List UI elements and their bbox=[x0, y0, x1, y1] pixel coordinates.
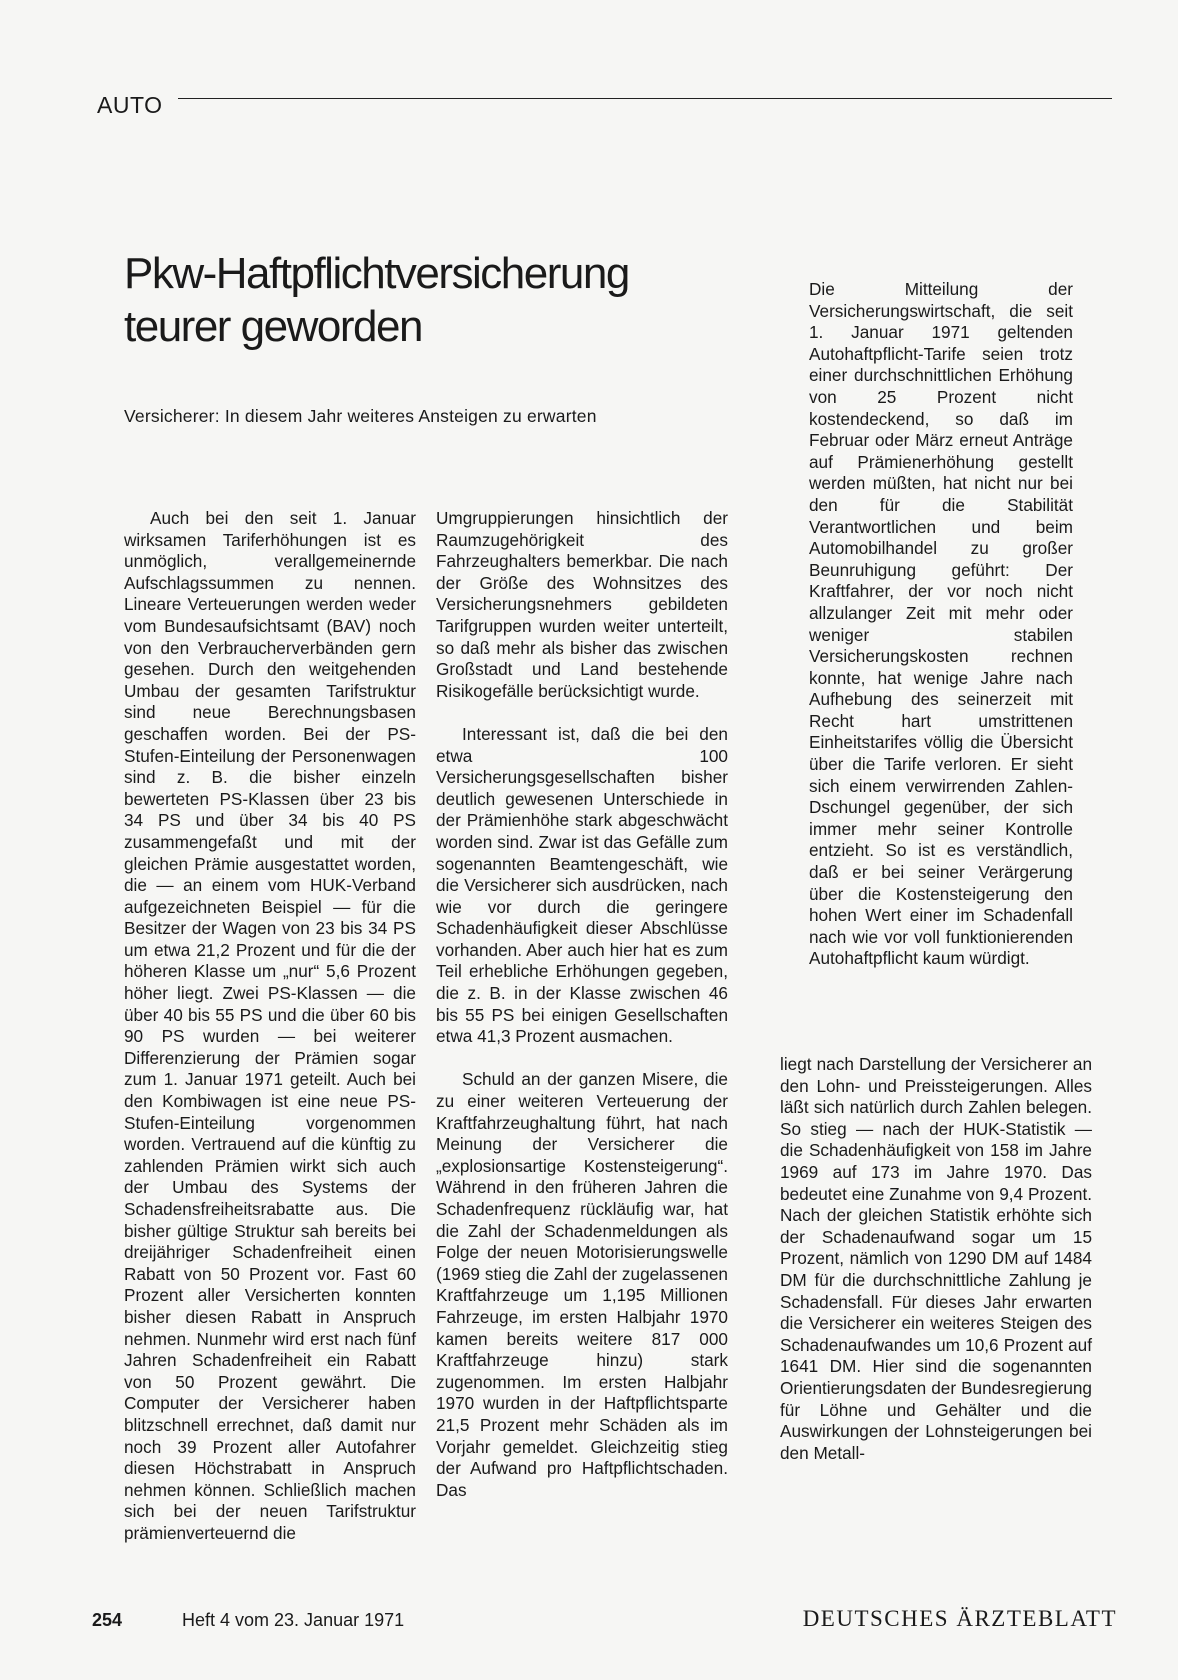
column-left bbox=[124, 508, 416, 1545]
header-rule bbox=[178, 98, 1112, 99]
article-subtitle: Versicherer: In diesem Jahr weiteres Ansteigen zu erwarten bbox=[124, 406, 597, 426]
journal-name: DEUTSCHES ÄRZTEBLATT bbox=[802, 1606, 1117, 1631]
paragraph: Interessant ist, daß die bei den etwa 100 Versicherungsgesellschaften bisher deutlich gewesenen Unterschiede in der Prämienhöhe stark abgeschwächt worden sind. Zwar ist das Gefälle zum sogenannten Beamtengeschäft, wie die Versicherer sich ausdrücken, nach wie vor durch die geringere Schadenhäufigkeit dieser Abschlüsse vorhanden. Aber auch hier hat es zum Teil erhebliche Erhöhungen gegeben, die z. B. in der Klasse zwischen 46 bis 55 PS bei einigen Gesellschaften etwa 41,3 Prozent ausmachen. bbox=[436, 723, 728, 1047]
paragraph: Schuld an der ganzen Misere, die zu einer weiteren Verteuerung der Kraftfahrzeughaltung führt, hat nach Meinung der Versicherer die „explosionsartige Kostensteigerung“. Während in den früheren Jahren die Schadenfrequenz rückläufig war, hat die Zahl der Schadenmeldungen als Folge der neuen Motorisierungswelle (1969 stieg die Zahl der zugelassenen Kraftfahrzeuge um 1,195 Millionen Fahrzeuge, im ersten Halbjahr 1970 kamen bereits weitere 817 000 Kraftfahrzeuge hinzu) stark zugenommen. Im ersten Halbjahr 1970 wurden in der Haftpflichtsparte 21,5 Prozent mehr Schäden als im Vorjahr gemeldet. Gleichzeitig stieg der Aufwand pro Haftpflichtschaden. Das bbox=[436, 1069, 728, 1500]
paragraph: Die Mitteilung der Versicherungswirtschaft, die seit 1. Januar 1971 geltenden Autohaftpflicht-Tarife seien trotz einer durchschnittlichen Erhöhung von 25 Prozent nicht kostendeckend, so daß im Februar oder März erneut Anträge auf Prämienerhöhung gestellt werden müßten, hat nicht nur bei den für die Stabilität Verantwortlichen und beim Automobilhandel zu großer Beunruhigung geführt: Der Kraftfahrer, der vor noch nicht allzulanger Zeit mit mehr oder weniger stabilen Versicherungskosten rechnen konnte, hat wenige Jahre nach Aufhebung des seinerzeit mit Recht hart umstrittenen Einheitstarifes völlig die Übersicht über die Tarife verloren. Er sieht sich einem verwirrenden Zahlen-Dschungel gegenüber, der sich immer mehr seiner Kontrolle entzieht. So ist es verständlich, daß er bei seiner Verärgerung über die Kostensteigerung den hohen Wert einer im Schadenfall nach wie vor voll funktionierenden Autohaftpflicht kaum würdigt. bbox=[809, 279, 1073, 969]
paragraph: Auch bei den seit 1. Januar wirksamen Tariferhöhungen ist es unmöglich, verallgemeinernde Aufschlagssummen zu nennen. Lineare Verteuerungen werden weder vom Bundesaufsichtsamt (BAV) noch von den Verbraucherverbänden gern gesehen. Durch den weitgehenden Umbau der gesamten Tarifstruktur sind neue Berechnungsbasen geschaffen worden. Bei der PS-Stufen-Einteilung der Personenwagen sind z. B. die bisher einzeln bewerteten PS-Klassen über 23 bis 34 PS und über 34 bis 40 PS zusammengefaßt und mit der gleichen Prämie ausgestattet worden, die — an einem vom HUK-Verband aufgezeichneten Beispiel — für die Besitzer der Wagen von 23 bis 34 PS um etwa 21,2 Prozent und für die der höheren Klasse um „nur“ 5,6 Prozent höher liegt. Zwei PS-Klassen — die über 40 bis 55 PS und die über 60 bis 90 PS wurden — bei weiterer Differenzierung der Prämien sogar zum 1. Januar 1971 geteilt. Auch bei den Kombiwagen ist eine neue PS-Stufen-Einteilung vorgenommen worden. Vertrauend auf die künftig zu zahlenden Prämien wirkt sich auch der Umbau des Systems der Schadensfreiheitsrabatte aus. Die bisher gültige Struktur sah bereits bei dreijähriger Schadenfreiheit einen Rabatt von 50 Prozent vor. Fast 60 Prozent aller Versicherten konnten bisher diesen Rabatt in Anspruch nehmen. Nunmehr wird erst nach fünf Jahren Schadenfreiheit ein Rabatt von 50 Prozent gewährt. Die Computer der Versicherer haben blitzschnell errechnet, daß damit nur noch 39 Prozent aller Autofahrer diesen Höchstrabatt in Anspruch nehmen können. Schließlich machen sich bei der neuen Tarifstruktur prämienverteuernd die bbox=[124, 508, 416, 1543]
article-title bbox=[124, 248, 764, 354]
section-label: AUTO bbox=[97, 92, 163, 118]
page-number: 254 bbox=[92, 1610, 123, 1630]
column-middle bbox=[436, 508, 728, 1501]
paragraph: Umgruppierungen hinsichtlich der Raumzugehörigkeit des Fahrzeughalters bemerkbar. Die nach der Größe des Wohnsitzes des Versicherungsnehmers gebildeten Tarifgruppen wurden weiter unterteilt, so daß mehr als bisher das zwischen Großstadt und Land bestehende Risikogefälle berücksichtigt wurde. bbox=[436, 508, 728, 701]
title-line-1: Pkw-Haftpflichtversicherung bbox=[124, 249, 629, 298]
column-right-top bbox=[809, 279, 1073, 970]
issue-info: Heft 4 vom 23. Januar 1971 bbox=[182, 1610, 405, 1630]
column-right-bottom bbox=[780, 1054, 1092, 1464]
title-line-2: teurer geworden bbox=[124, 301, 422, 351]
paragraph: liegt nach Darstellung der Versicherer an den Lohn- und Preissteigerungen. Alles läßt sich natürlich durch Zahlen belegen. So stieg — nach der HUK-Statistik — die Schadenhäufigkeit von 158 im Jahre 1969 auf 173 im Jahre 1970. Das bedeutet eine Zunahme von 9,4 Prozent. Nach der gleichen Statistik erhöhte sich der Schadenaufwand sogar um 15 Prozent, nämlich von 1290 DM auf 1484 DM für die durchschnittliche Zahlung je Schadensfall. Für dieses Jahr erwarten die Versicherer ein weiteres Steigen des Schadenaufwandes um 10,6 Prozent auf 1641 DM. Hier sind die sogenannten Orientierungsdaten der Bundesregierung für Löhne und Gehälter und die Auswirkungen der Lohnsteigerungen bei den Metall- bbox=[780, 1054, 1092, 1463]
